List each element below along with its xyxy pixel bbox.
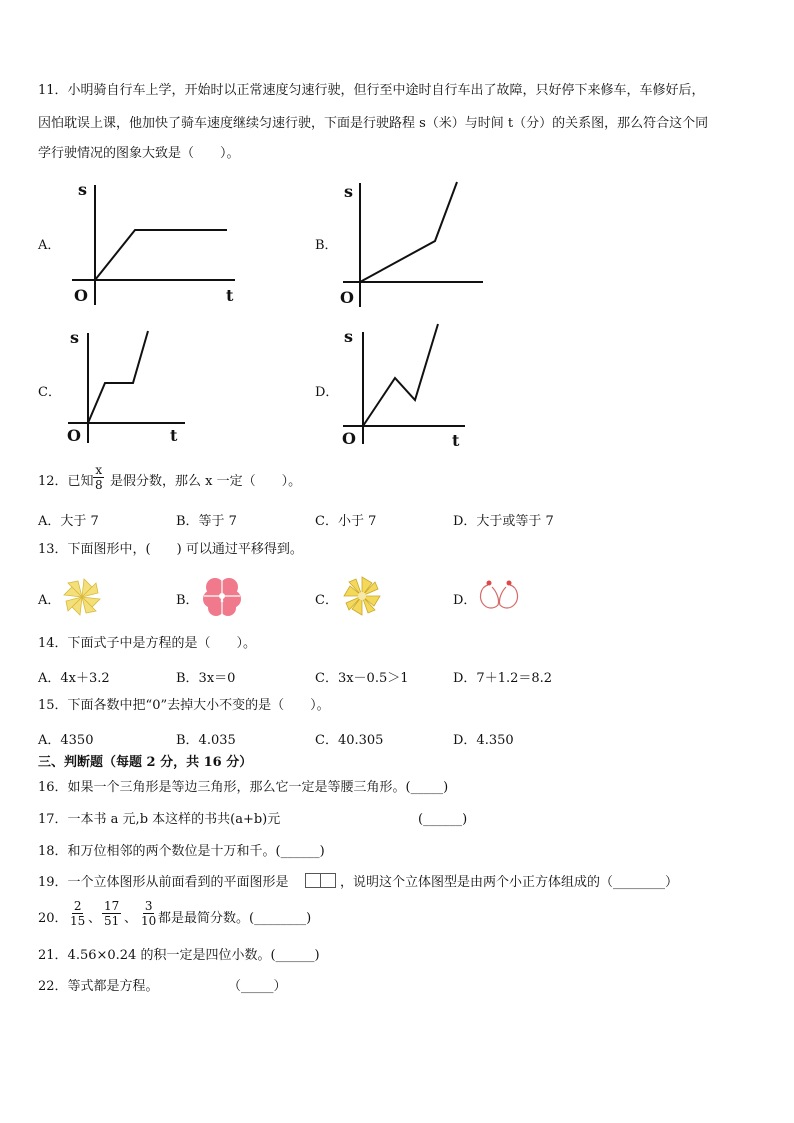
q20-fraction-3 <box>139 899 158 928</box>
q12-option-d: D．大于或等于 7 <box>453 514 554 529</box>
q11-option-c-label: C． <box>38 385 61 400</box>
q20-prefix: 20． <box>38 911 68 926</box>
q12-option-c: C．小于 7 <box>315 514 377 529</box>
q20-separator-2: 、 <box>124 911 138 926</box>
q18-text: 18．和万位相邻的两个数位是十万和千。(______) <box>38 844 325 859</box>
q15-option-c: C．40.305 <box>315 733 384 748</box>
q15-option-a: A．4350 <box>38 733 94 748</box>
q12-option-b: B．等于 7 <box>176 514 237 529</box>
q11-line3: 学行驶情况的图象大致是（ ）。 <box>38 146 240 161</box>
q20-fraction-2-numerator: 17 <box>104 899 120 913</box>
q12-option-a: A．大于 7 <box>38 514 99 529</box>
q11-graph-a-t: t <box>226 286 234 305</box>
q11-graph-b <box>335 175 495 315</box>
q20-fraction-3-denominator: 10 <box>141 914 157 928</box>
q20-fraction-3-numerator: 3 <box>144 899 153 913</box>
q20-fraction-1 <box>68 899 87 928</box>
q20-fraction-2 <box>102 899 121 928</box>
q19-two-square-figure <box>305 873 336 888</box>
q20-fraction-2-denominator: 51 <box>104 914 120 928</box>
q21-text: 21．4.56×0.24 的积一定是四位小数。(______) <box>38 948 320 963</box>
q13-pinwheel-figure <box>62 577 102 617</box>
q11-graph-c-t: t <box>170 426 178 445</box>
q19-text-after: ，说明这个立体图型是由两个小正方体组成的（________） <box>340 875 679 890</box>
q14-option-a: A．4x＋3.2 <box>38 671 110 686</box>
q14-option-d: D．7＋1.2＝8.2 <box>453 671 553 686</box>
q17-text: 17．一本书 a 元,b 本这样的书共(a+b)元 <box>38 812 281 827</box>
q12-fraction-denominator: 8 <box>95 478 103 492</box>
q12-suffix: 是假分数，那么 x 一定（ ）。 <box>110 474 302 489</box>
q11-graph-c-o: O <box>67 426 81 445</box>
q15-option-d: D．4.350 <box>453 733 514 748</box>
q19-text-before: 19．一个立体图形从前面看到的平面图形是 <box>38 875 289 890</box>
q14-text: 14．下面式子中是方程的是（ ）。 <box>38 636 257 651</box>
q11-graph-b-o: O <box>340 288 354 307</box>
q11-option-a-label: A． <box>38 238 61 253</box>
q20-separator-1: 、 <box>88 911 102 926</box>
q22-text: 22．等式都是方程。 <box>38 979 159 994</box>
q14-option-c: C．3x－0.5＞1 <box>315 671 409 686</box>
q13-flower-figure <box>200 575 244 617</box>
q12-fraction-numerator: x <box>95 463 103 477</box>
q20-suffix: 都是最简分数。(________) <box>158 911 312 926</box>
q11-line1: 11．小明骑自行车上学，开始时以正常速度匀速行驶，但行至中途时自行车出了故障，只好停下来修车，车修好后， <box>38 83 705 98</box>
q13-option-a: A． <box>38 593 61 608</box>
q11-option-b-label: B． <box>315 238 338 253</box>
q11-graph-c <box>60 325 200 450</box>
q22-answer-blank: （_____） <box>228 979 287 994</box>
q11-graph-a <box>60 175 260 315</box>
q11-graph-b-s: s <box>344 182 354 201</box>
q11-graph-d-s: s <box>344 327 354 346</box>
q11-graph-d-t: t <box>452 431 460 450</box>
q14-option-b: B．3x＝0 <box>176 671 236 686</box>
q11-graph-a-o: O <box>74 286 88 305</box>
q17-answer-blank: (______) <box>418 812 468 827</box>
q13-option-c: C． <box>315 593 338 608</box>
section-3-heading: 三、判断题（每题 2 分，共 16 分） <box>38 755 253 770</box>
q11-graph-d-o: O <box>342 429 356 448</box>
q13-option-d: D． <box>453 593 477 608</box>
q11-graph-d <box>335 320 475 450</box>
q12-prefix: 12．已知 <box>38 474 94 489</box>
q11-graph-a-s: s <box>78 180 88 199</box>
q20-fraction-1-numerator: 2 <box>73 899 82 913</box>
q12-fraction <box>93 463 105 492</box>
q20-fraction-1-denominator: 15 <box>70 914 86 928</box>
q11-line2: 因怕耽误上课，他加快了骑车速度继续匀速行驶，下面是行驶路程 s（米）与时间 t（分）的关系图，那么符合这个同 <box>38 116 709 131</box>
q15-option-b: B．4.035 <box>176 733 236 748</box>
q11-graph-c-s: s <box>70 328 80 347</box>
q15-text: 15．下面各数中把“0”去掉大小不变的是（ ）。 <box>38 698 330 713</box>
q16-text: 16．如果一个三角形是等边三角形，那么它一定是等腰三角形。(_____) <box>38 780 449 795</box>
q13-option-b: B． <box>176 593 199 608</box>
q11-option-d-label: D． <box>315 385 339 400</box>
q13-windmill-figure <box>340 575 384 617</box>
q13-text: 13．下面图形中，( ) 可以通过平移得到。 <box>38 542 303 557</box>
q13-chicks-figure <box>476 577 524 613</box>
